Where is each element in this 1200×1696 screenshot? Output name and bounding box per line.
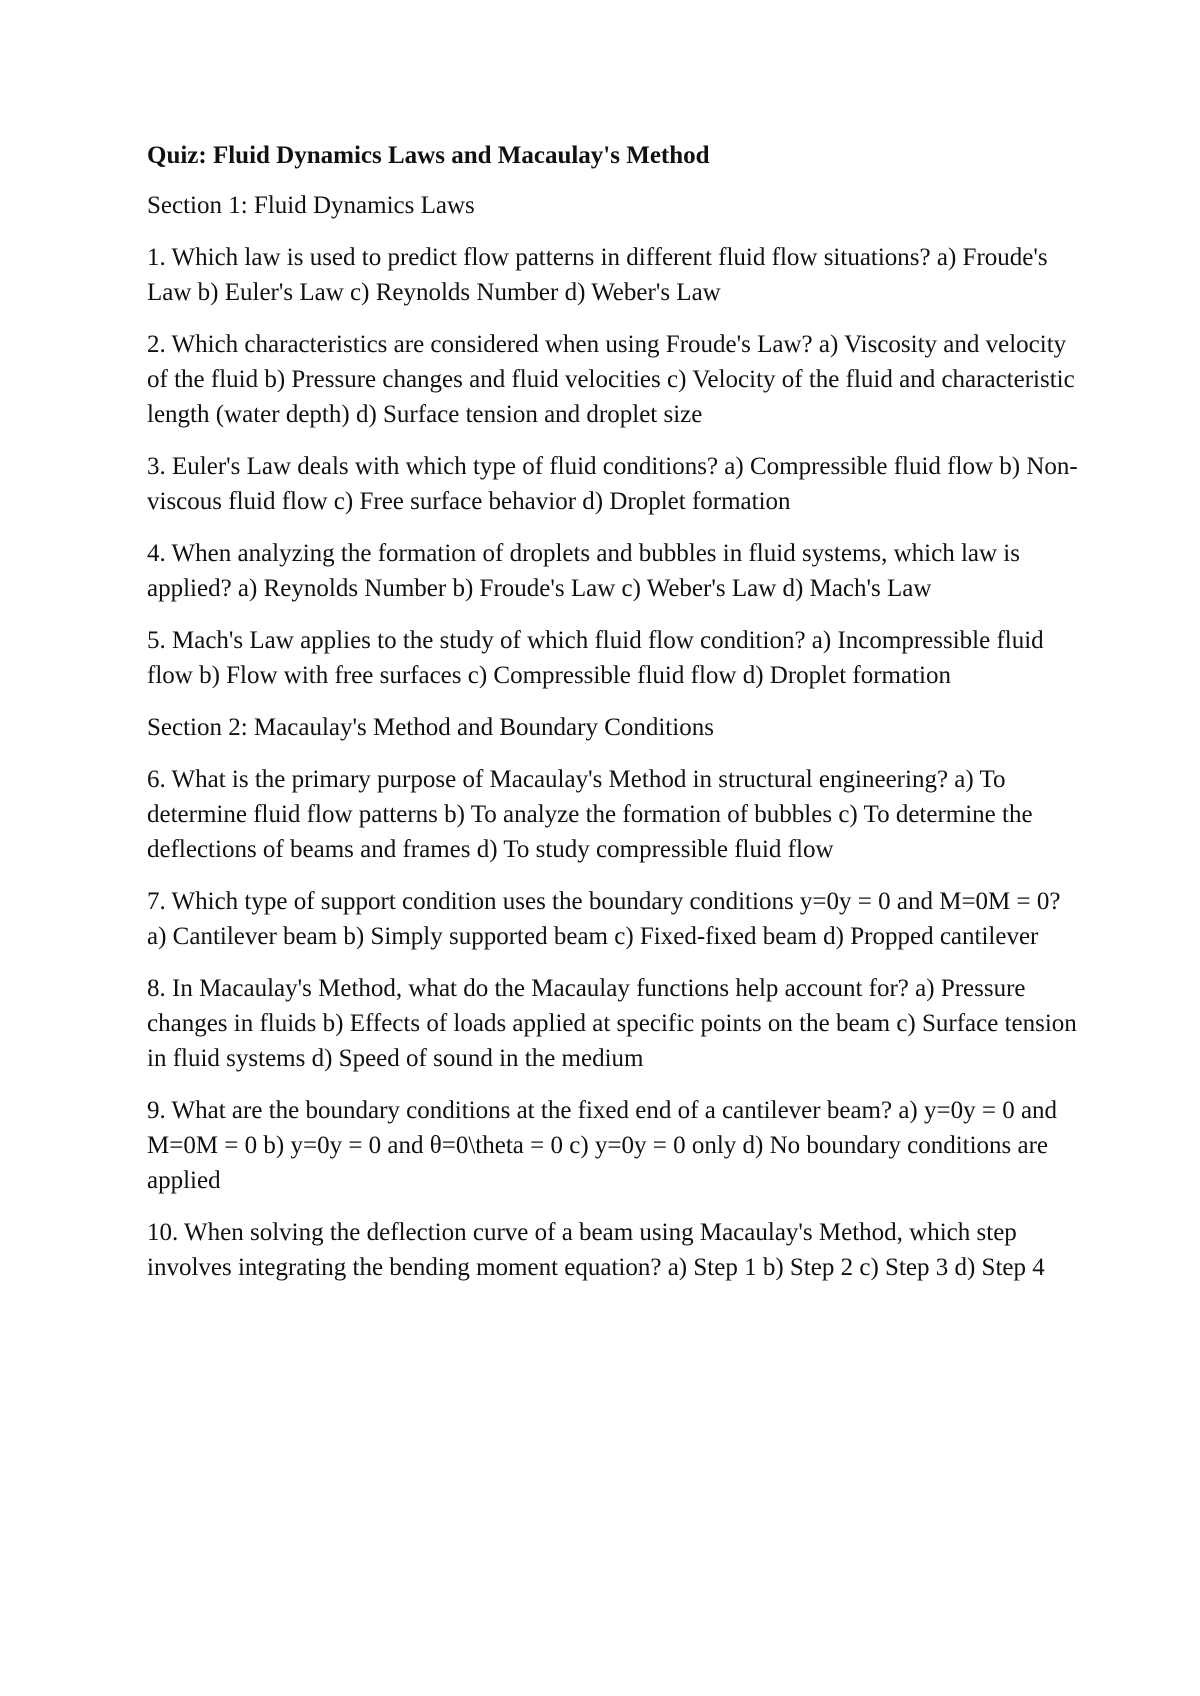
- question-5: 5. Mach's Law applies to the study of which fluid flow condition? a) Incompressible fluid flow b) Flow with free surfaces c) Compressible fluid flow d) Droplet formation: [147, 627, 1044, 689]
- question-3: 3. Euler's Law deals with which type of fluid conditions? a) Compressible fluid flow b) Non-viscous fluid flow c) Free surface behavior d) Droplet formation: [147, 453, 1078, 515]
- question-10: 10. When solving the deflection curve of a beam using Macaulay's Method, which step involves integrating the bending moment equation? a) Step 1 b) Step 2 c) Step 3 d) Step 4: [147, 1219, 1045, 1281]
- question-8: 8. In Macaulay's Method, what do the Macaulay functions help account for? a) Pressure changes in fluids b) Effects of loads applied at specific points on the beam c) Surface tension in fluid systems d) Speed of sound in the medium: [147, 975, 1077, 1072]
- question-4: 4. When analyzing the formation of droplets and bubbles in fluid systems, which law is applied? a) Reynolds Number b) Froude's Law c) Weber's Law d) Mach's Law: [147, 540, 1020, 602]
- question-9: 9. What are the boundary conditions at the fixed end of a cantilever beam? a) y=0y = 0 and M=0M = 0 b) y=0y = 0 and θ=0\theta = 0 c) y=0y = 0 only d) No boundary conditions are applied: [147, 1097, 1058, 1194]
- section-heading-1: Section 1: Fluid Dynamics Laws: [147, 192, 475, 219]
- question-6: 6. What is the primary purpose of Macaulay's Method in structural engineering? a) To determine fluid flow patterns b) To analyze the formation of bubbles c) To determine the deflections of beams and frames d) To study compressible fluid flow: [147, 766, 1033, 863]
- question-7: 7. Which type of support condition uses the boundary conditions y=0y = 0 and M=0M = 0? a) Cantilever beam b) Simply supported beam c) Fixed-fixed beam d) Propped cantilever: [147, 888, 1061, 950]
- section-heading-2: Section 2: Macaulay's Method and Boundary Conditions: [147, 714, 714, 741]
- quiz-title: Quiz: Fluid Dynamics Laws and Macaulay's Method: [147, 142, 710, 169]
- question-2: 2. Which characteristics are considered when using Froude's Law? a) Viscosity and velocity of the fluid b) Pressure changes and fluid velocities c) Velocity of the fluid and characteristic length (water depth) d) Surface tension and droplet size: [147, 331, 1075, 428]
- document-page: [147, 138, 1082, 1302]
- question-1: 1. Which law is used to predict flow patterns in different fluid flow situations? a) Froude's Law b) Euler's Law c) Reynolds Number d) Weber's Law: [147, 244, 1048, 306]
